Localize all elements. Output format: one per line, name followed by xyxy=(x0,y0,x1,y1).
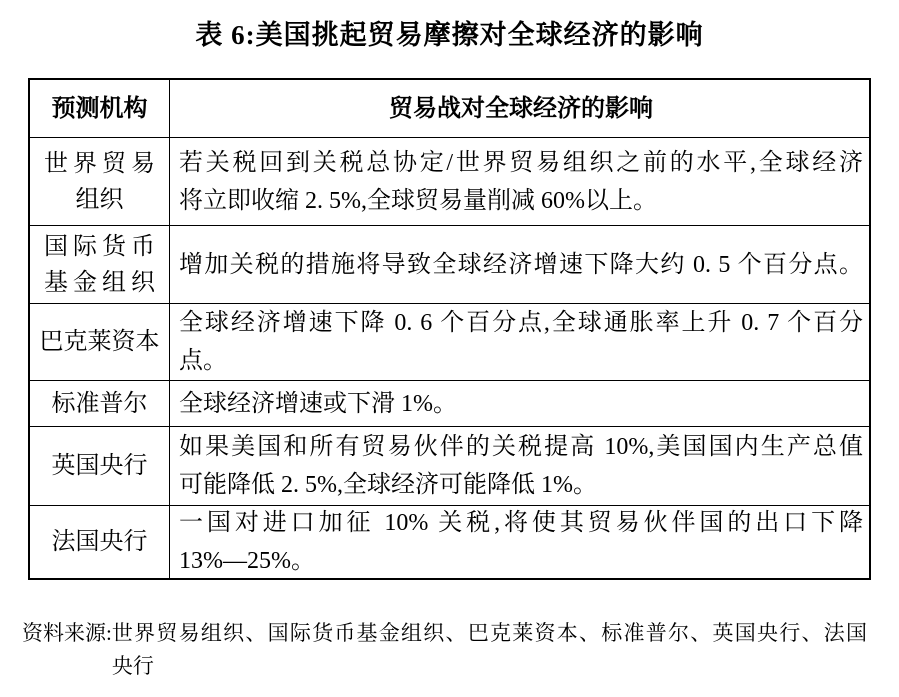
header-org-cell xyxy=(30,80,170,137)
org-name-line: 基金组织 xyxy=(44,269,155,296)
impact-text-line: 一国对进口加征 10% 关税,将使其贸易伙伴国的出口下降 xyxy=(179,510,863,536)
impact-cell xyxy=(170,427,869,505)
header-org-label: 预测机构 xyxy=(51,95,148,122)
document-page xyxy=(0,16,899,697)
org-cell xyxy=(30,304,170,380)
impact-cell xyxy=(170,304,869,380)
org-name-line: 法国央行 xyxy=(51,529,148,555)
table-row-barclays xyxy=(30,303,869,380)
impact-cell xyxy=(170,138,869,225)
impact-cell xyxy=(170,506,869,578)
table-row-wto xyxy=(30,137,869,225)
org-cell xyxy=(30,381,170,426)
org-cell xyxy=(30,226,170,303)
table-row-boe xyxy=(30,426,869,505)
impact-text-line: 点。 xyxy=(179,348,227,374)
org-name-line: 英国央行 xyxy=(51,453,148,479)
org-cell xyxy=(30,427,170,505)
impact-text-line: 全球经济增速或下滑 1%。 xyxy=(179,390,457,417)
org-cell xyxy=(30,138,170,225)
impact-cell xyxy=(170,226,869,303)
source-note-text xyxy=(112,617,867,683)
impact-text-line: 增加关税的措施将导致全球经济增速下降大约 0. 5 个百分点。 xyxy=(179,251,863,278)
impact-text-line: 全球经济增速下降 0. 6 个百分点,全球通胀率上升 0. 7 个百分 xyxy=(179,310,863,336)
org-name-line: 巴克莱资本 xyxy=(39,329,160,355)
impact-text-line: 将立即收缩 2. 5%,全球贸易量削减 60%以上。 xyxy=(179,187,657,214)
org-cell xyxy=(30,506,170,578)
source-note-line: 世界贸易组织、国际货币基金组织、巴克莱资本、标准普尔、英国央行、法国 xyxy=(111,621,867,645)
org-name-line: 标准普尔 xyxy=(51,390,148,417)
table-header-row xyxy=(30,80,869,137)
impact-text-line: 若关税回到关税总协定/世界贸易组织之前的水平,全球经济 xyxy=(179,149,863,176)
impact-cell xyxy=(170,381,869,426)
header-impact-cell xyxy=(170,80,869,137)
impact-text-line: 可能降低 2. 5%,全球经济可能降低 1%。 xyxy=(179,472,597,498)
impact-text-line: 如果美国和所有贸易伙伴的关税提高 10%,美国国内生产总值 xyxy=(179,434,863,460)
source-note xyxy=(22,617,867,683)
source-note-label: 资料来源: xyxy=(22,621,112,645)
table-row-bof xyxy=(30,505,869,578)
org-name-line: 组织 xyxy=(75,186,124,213)
org-name-line: 国际货币 xyxy=(44,233,155,260)
impact-table xyxy=(28,78,871,580)
header-impact-label: 贸易战对全球经济的影响 xyxy=(389,95,653,122)
page-title: 表 6:美国挑起贸易摩擦对全球经济的影响 xyxy=(195,20,704,50)
source-note-line: 央行 xyxy=(111,654,154,678)
impact-text-line: 13%—25%。 xyxy=(179,548,315,574)
table-row-sp xyxy=(30,380,869,426)
table-row-imf xyxy=(30,225,869,303)
org-name-line: 世界贸易 xyxy=(44,150,155,177)
